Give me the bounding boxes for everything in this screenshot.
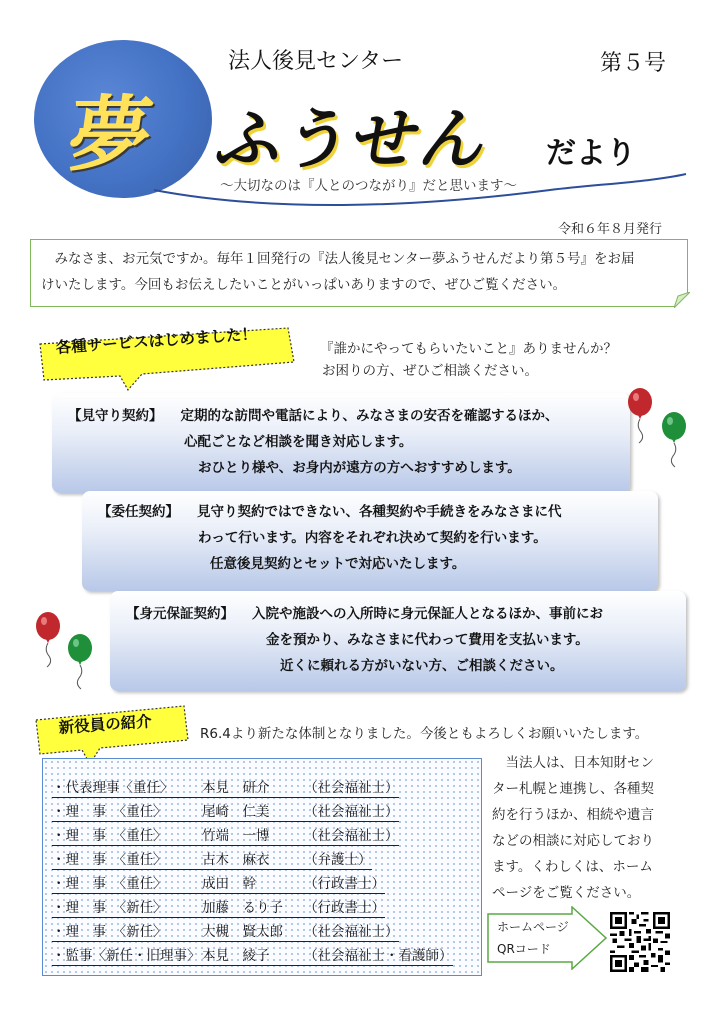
service-line: 心配ごとなど相談を聞き対応します。 bbox=[184, 434, 413, 450]
officer-row bbox=[52, 920, 399, 942]
officer-row bbox=[52, 944, 453, 966]
officer-role: ・理 事 〈新任〉 bbox=[52, 900, 167, 916]
officer-qualification: （社会福祉士） bbox=[304, 828, 399, 844]
service-mimamori bbox=[52, 393, 630, 493]
green-balloon-icon bbox=[66, 634, 96, 690]
officer-qualification: （社会福祉士・看護師） bbox=[304, 948, 453, 964]
service-line: 金を預かり、みなさまに代わって費用を支払います。 bbox=[266, 632, 589, 648]
officer-name: 竹端 一博 bbox=[202, 828, 270, 844]
officer-qualification: （社会福祉士） bbox=[304, 780, 399, 796]
service-line: 定期的な訪問や電話により、みなさまの安否を確認するほか、 bbox=[180, 408, 559, 424]
services-lead-line-1: 『誰かにやってもらいたいこと』ありませんか？ bbox=[320, 341, 617, 357]
officer-name: 大槻 賢太郎 bbox=[202, 924, 283, 940]
partner-info-line: ます。くわしくは、ホーム bbox=[492, 859, 653, 875]
officer-qualification: （行政書士） bbox=[304, 900, 385, 916]
service-line: 見守り契約ではできない、各種契約や手続きをみなさまに代 bbox=[197, 504, 562, 520]
service-name: 【委任契約】 bbox=[98, 504, 179, 520]
partner-info-line: ター札幌と連携し、各種契 bbox=[492, 781, 654, 797]
officer-role: ・理 事 〈重任〉 bbox=[52, 804, 167, 820]
officer-role: ・理 事 〈重任〉 bbox=[52, 828, 167, 844]
officer-qualification: （行政書士） bbox=[304, 876, 385, 892]
green-balloon-icon bbox=[660, 412, 690, 468]
service-line: おひとり様や、お身内が遠方の方へおすすめします。 bbox=[198, 460, 521, 476]
officers-banner-label: 新役員の紹介 bbox=[58, 712, 153, 737]
red-balloon-icon bbox=[34, 612, 64, 668]
newsletter-title-suffix: だより bbox=[546, 136, 636, 171]
homepage-label-line-2: QRコード bbox=[497, 942, 551, 956]
officer-row bbox=[52, 872, 385, 894]
officer-row bbox=[52, 776, 399, 798]
service-line: 入院や施設への入所時に身元保証人となるほか、事前にお bbox=[252, 606, 603, 622]
org-name: 法人後見センター bbox=[228, 49, 404, 74]
officer-name: 本見 綾子 bbox=[202, 948, 270, 964]
services-lead bbox=[320, 338, 617, 382]
tagline: ～大切なのは『人とのつながり』だと思います～ bbox=[220, 178, 517, 194]
service-inin bbox=[82, 491, 658, 591]
partner-info-line: などの相談に対応しており bbox=[492, 833, 654, 849]
qr-code-icon[interactable] bbox=[610, 912, 670, 972]
officer-qualification: （社会福祉士） bbox=[304, 924, 399, 940]
greeting-line-2: けいたします。今回もお伝えしたいことがいっぱいありますので、ぜひご覧ください。 bbox=[41, 277, 567, 293]
partner-info-text bbox=[492, 750, 682, 906]
partner-info-line: 当法人は、日本知財セン bbox=[492, 755, 654, 771]
greeting-fold-corner bbox=[674, 292, 690, 308]
logo-kanji: 夢 bbox=[62, 87, 160, 183]
officer-name: 成田 幹 bbox=[202, 876, 256, 892]
service-hosho bbox=[110, 591, 686, 691]
officer-role: ・理 事 〈重任〉 bbox=[52, 876, 167, 892]
newsletter-title: ふうせん bbox=[210, 100, 496, 178]
officer-name: 加藤 るり子 bbox=[202, 900, 283, 916]
officer-name: 本見 研介 bbox=[202, 780, 270, 796]
greeting-box bbox=[30, 239, 688, 307]
officer-row bbox=[52, 824, 399, 846]
officer-row bbox=[52, 896, 385, 918]
officer-qualification: （社会福祉士） bbox=[304, 804, 399, 820]
officer-name: 尾崎 仁美 bbox=[202, 804, 270, 820]
officer-name: 古木 麻衣 bbox=[202, 852, 270, 868]
officer-qualification: （弁護士） bbox=[304, 852, 372, 868]
service-line: 近くに頼れる方がいない方、ご相談ください。 bbox=[280, 658, 564, 674]
red-balloon-icon bbox=[626, 388, 656, 444]
greeting-line-1: みなさま、お元気ですか。毎年１回発行の『法人後見センター夢ふうせんだより第５号』をお届 bbox=[41, 251, 635, 267]
issue-number: 第５号 bbox=[600, 51, 667, 76]
service-name: 【見守り契約】 bbox=[68, 408, 163, 424]
officer-row bbox=[52, 848, 372, 870]
officers-lead: R6.4より新たな体制となりました。今後ともよろしくお願いいたします。 bbox=[200, 726, 649, 742]
issued-date: 令和６年８月発行 bbox=[558, 222, 663, 237]
service-line: 任意後見契約とセットで対応いたします。 bbox=[210, 556, 466, 572]
partner-info-line: ページをご覧ください。 bbox=[492, 885, 641, 901]
homepage-label-line-1: ホームページ bbox=[497, 920, 569, 934]
service-name: 【身元保証契約】 bbox=[126, 606, 234, 622]
officer-role: ・代表理事〈重任〉 bbox=[52, 780, 174, 796]
services-lead-line-2: お困りの方、ぜひご相談ください。 bbox=[322, 363, 538, 379]
service-line: わって行います。内容をそれぞれ決めて契約を行います。 bbox=[198, 530, 547, 546]
officer-role: ・理 事 〈新任〉 bbox=[52, 924, 167, 940]
officer-row bbox=[52, 800, 399, 822]
officer-role: ・監事〈新任・旧理事〉 bbox=[52, 948, 201, 964]
homepage-qr-label bbox=[497, 916, 569, 960]
partner-info-line: 約を行うほか、相続や遺言 bbox=[492, 807, 654, 823]
services-banner-label: 各種サービスはじめました！ bbox=[55, 324, 258, 357]
officer-role: ・理 事 〈重任〉 bbox=[52, 852, 167, 868]
